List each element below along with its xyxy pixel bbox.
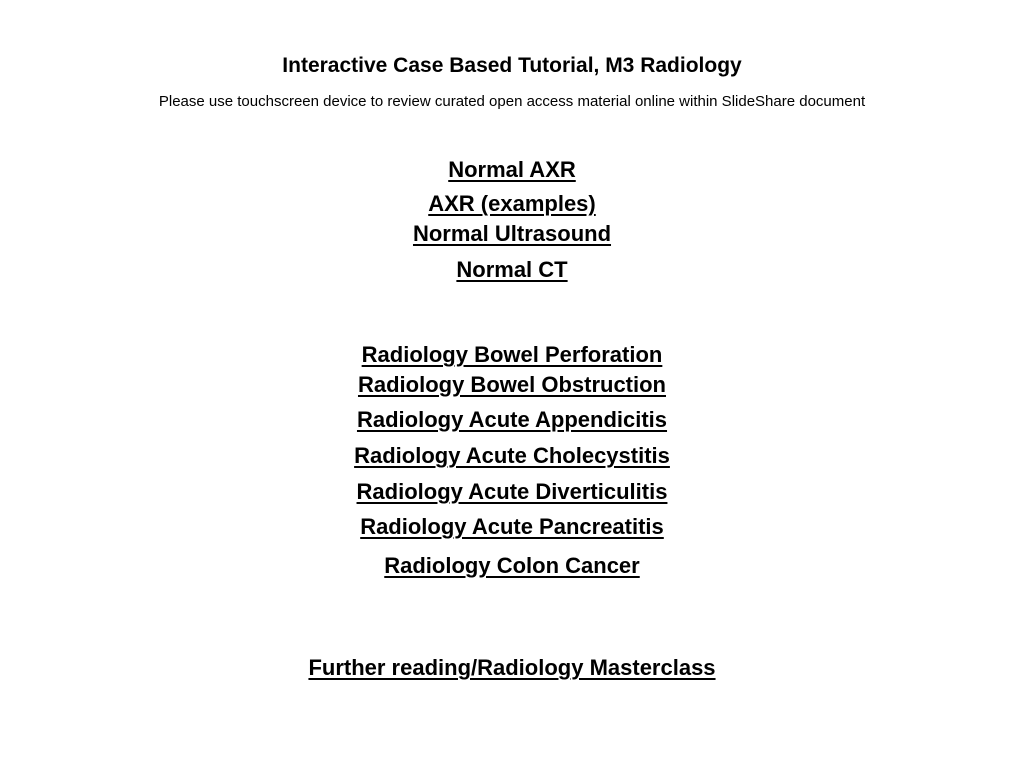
- normal-links-row-3: [0, 221, 1024, 247]
- link-acute-cholecystitis[interactable]: Radiology Acute Cholecystitis: [354, 443, 670, 468]
- condition-links-row-1: [0, 342, 1024, 368]
- link-colon-cancer[interactable]: Radiology Colon Cancer: [384, 553, 640, 578]
- link-bowel-obstruction[interactable]: Radiology Bowel Obstruction: [357, 372, 666, 397]
- link-normal-ct[interactable]: Normal CT: [456, 257, 568, 282]
- normal-links-row-1: [0, 157, 1024, 183]
- condition-links-row-2: [0, 372, 1024, 398]
- condition-links-row-6: [0, 514, 1024, 540]
- link-acute-appendicitis[interactable]: Radiology Acute Appendicitis: [356, 407, 668, 432]
- normal-links-row-4: [0, 257, 1024, 283]
- link-normal-ultrasound[interactable]: Normal Ultrasound: [412, 221, 612, 246]
- link-axr-examples[interactable]: AXR (examples): [428, 191, 596, 216]
- page-title: Interactive Case Based Tutorial, M3 Radiology: [282, 54, 742, 77]
- condition-links-row-5: [0, 479, 1024, 505]
- condition-links-row-4: [0, 443, 1024, 469]
- link-further-reading[interactable]: Further reading/Radiology Masterclass: [308, 655, 716, 680]
- further-reading-row: [0, 655, 1024, 681]
- normal-links-row-2: [0, 191, 1024, 217]
- link-acute-pancreatitis[interactable]: Radiology Acute Pancreatitis: [360, 514, 664, 539]
- link-normal-axr[interactable]: Normal AXR: [448, 157, 576, 182]
- page-subtitle: Please use touchscreen device to review curated open access material online within SlideShare document: [158, 93, 866, 110]
- condition-links-row-3: [0, 407, 1024, 433]
- condition-links-row-7: [0, 553, 1024, 579]
- link-acute-diverticulitis[interactable]: Radiology Acute Diverticulitis: [356, 479, 668, 504]
- link-bowel-perforation[interactable]: Radiology Bowel Perforation: [361, 342, 663, 367]
